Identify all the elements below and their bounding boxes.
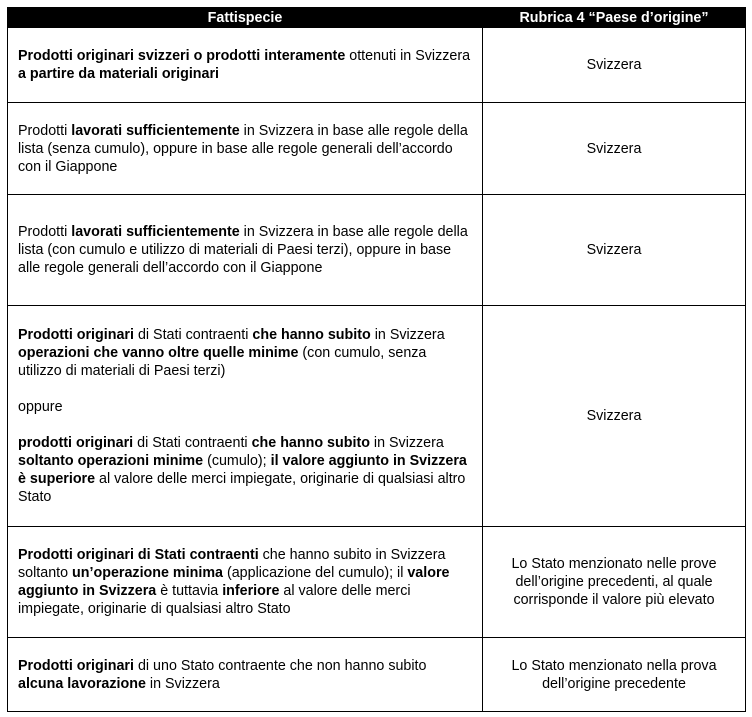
text-run: di uno Stato contraente che non hanno subito (133, 657, 427, 674)
text-run: Prodotti (18, 224, 72, 240)
text-run: al valore delle merci impiegate, originarie di qualsiasi altro Stato (18, 583, 411, 617)
text-run: in Svizzera (145, 675, 220, 692)
text-run: Prodotti (18, 122, 72, 139)
fattispecie-cell (8, 103, 483, 195)
table-row (8, 638, 746, 712)
text-run: (applicazione del cumulo); il (222, 565, 408, 581)
fattispecie-paragraph (18, 122, 472, 176)
bold-text-run: inferiore (222, 583, 280, 599)
bold-text-run: Prodotti originari (18, 327, 134, 343)
bold-text-run: lavorati sufficientemente (71, 224, 240, 240)
fattispecie-paragraph (18, 223, 472, 277)
paese-origine-cell: Svizzera (483, 306, 746, 527)
fattispecie-paragraph (18, 657, 472, 693)
table-row (8, 103, 746, 195)
bold-text-run: valore aggiunto in Svizzera (18, 565, 450, 599)
table-row (8, 195, 746, 306)
table-row (8, 527, 746, 638)
text-run: in Svizzera (369, 435, 444, 451)
text-run: che hanno subito in Svizzera soltanto (18, 547, 446, 581)
bold-text-run: operazioni che vanno oltre quelle minime (18, 345, 299, 361)
text-run: di Stati contraenti (133, 435, 252, 451)
text-run: in Svizzera in base alle regole della lista (con cumulo e utilizzo di materiali di Paesi terzi), oppure in base alle regole generali dell’accordo con il Giappone (18, 224, 468, 276)
text-run: è tuttavia (156, 583, 223, 599)
text-run: in Svizzera (370, 327, 445, 343)
fattispecie-cell (8, 306, 483, 527)
text-run: di Stati contraenti (133, 327, 253, 343)
fattispecie-cell (8, 28, 483, 103)
bold-text-run: il valore aggiunto in Svizzera è superiore (18, 453, 467, 487)
table-row (8, 306, 746, 527)
table-row (8, 28, 746, 103)
bold-text-run: lavorati sufficientemente (71, 122, 240, 139)
header-paese-origine: Rubrica 4 “Paese d’origine” (483, 8, 746, 28)
paese-origine-cell: Lo Stato menzionato nelle prove dell’origine precedenti, al quale corrisponde il valore più elevato (483, 527, 746, 638)
bold-text-run: a partire da materiali originari (18, 66, 220, 82)
text-run: (con cumulo, senza utilizzo di materiali di Paesi terzi) (18, 345, 427, 379)
text-run: al valore delle merci impiegate, originarie di qualsiasi altro Stato (18, 471, 466, 505)
text-run: ottenuti in Svizzera (345, 48, 471, 64)
paese-origine-cell: Lo Stato menzionato nella prova dell’origine precedente (483, 638, 746, 712)
bold-text-run: soltanto operazioni minime (18, 453, 204, 469)
fattispecie-paragraph (18, 326, 472, 380)
origin-table (7, 7, 746, 712)
paese-origine-cell: Svizzera (483, 103, 746, 195)
paese-origine-cell: Svizzera (483, 195, 746, 306)
fattispecie-paragraph (18, 434, 472, 506)
text-run: in Svizzera in base alle regole della lista (senza cumulo), oppure in base alle regole generali dell’accordo con il Giappone (18, 122, 468, 175)
text-run: oppure (18, 399, 63, 415)
paese-origine-cell: Svizzera (483, 28, 746, 103)
bold-text-run: Prodotti originari svizzeri o prodotti interamente (18, 48, 346, 64)
bold-text-run: alcuna lavorazione (18, 675, 146, 692)
fattispecie-cell (8, 638, 483, 712)
bold-text-run: Prodotti originari (18, 657, 134, 674)
fattispecie-paragraph (18, 546, 472, 618)
fattispecie-cell (8, 527, 483, 638)
text-run: (cumulo); (203, 453, 271, 469)
fattispecie-paragraph (18, 398, 472, 416)
bold-text-run: un’operazione minima (72, 565, 223, 581)
header-fattispecie: Fattispecie (8, 8, 483, 28)
table-header-row (8, 8, 746, 28)
fattispecie-cell (8, 195, 483, 306)
bold-text-run: che hanno subito (252, 327, 371, 343)
bold-text-run: che hanno subito (251, 435, 370, 451)
bold-text-run: Prodotti originari di Stati contraenti (18, 547, 259, 563)
fattispecie-paragraph (18, 47, 472, 83)
bold-text-run: prodotti originari (18, 435, 134, 451)
